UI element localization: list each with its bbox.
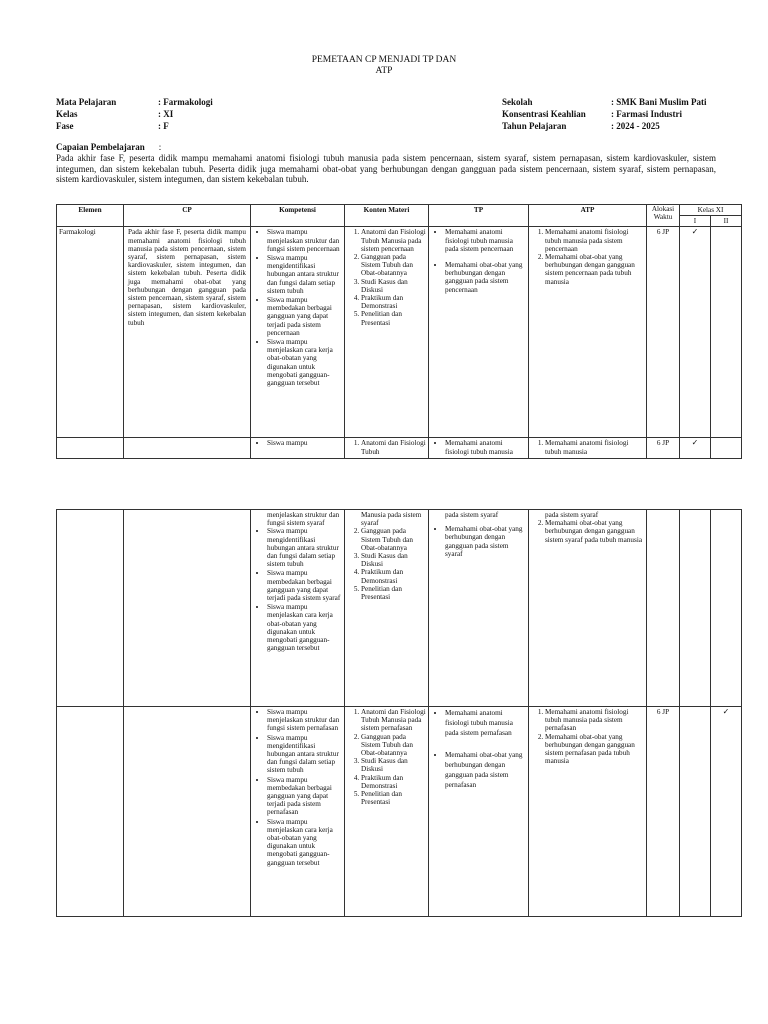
list-item: • Memahami anatomi fisiologi tubuh manusia pada sistem pernafasan <box>445 708 526 738</box>
list-item: • Siswa mampu menjelaskan struktur dan fungsi sistem pernafasan <box>267 708 342 733</box>
list-item: 2. Memahami obat-obat yang berhubungan dengan gangguan sistem pernafasan pada tubuh manusia <box>545 733 644 766</box>
table-row <box>57 510 742 707</box>
konten-cell <box>345 438 429 459</box>
alokasi-cell <box>647 510 680 707</box>
header-konten: Konten Materi <box>345 205 429 227</box>
konsentrasi-label: Konsentrasi Keahlian <box>502 109 586 119</box>
header-elemen: Elemen <box>57 205 124 227</box>
elemen-cell <box>57 707 124 917</box>
tp-cell <box>429 510 529 707</box>
atp-cell <box>529 707 647 917</box>
list-item: • Siswa mampu menjelaskan cara kerja obat-obatan yang digunakan untuk mengobati gangguan-gangguan tersebut <box>267 338 342 387</box>
kompetensi-cell <box>251 510 345 707</box>
kompetensi-cell <box>251 227 345 438</box>
list-item: • Siswa mampu mengidentifikasi hubungan antara struktur dan fungsi dalam setiap sistem tubuh <box>267 734 342 775</box>
check-kelas-i: ✓ <box>680 438 711 459</box>
list-item: 5. Penelitian dan Presentasi <box>361 790 426 806</box>
list-item: 1. Anatomi dan Fisiologi Tubuh Manusia pada sistem pernafasan <box>361 708 426 733</box>
list-item: 3. Studi Kasus dan Diskusi <box>361 757 426 773</box>
atp-cell <box>529 438 647 459</box>
list-item: pada sistem syaraf <box>445 511 499 519</box>
list-item: • Siswa mampu <box>267 439 342 447</box>
konsentrasi-value: : Farmasi Industri <box>611 109 683 119</box>
table-row <box>57 227 742 438</box>
konten-cell <box>345 227 429 438</box>
header-tp: TP <box>429 205 529 227</box>
alokasi-cell: 6 JP <box>647 438 680 459</box>
list-item: 1. Memahami anatomi fisiologi tubuh manusia pada sistem pernafasan <box>545 708 644 733</box>
mapel-label: Mata Pelajaran <box>56 97 117 107</box>
cp-cell <box>124 438 251 459</box>
list-item: 5. Penelitian dan Presentasi <box>361 310 426 326</box>
list-item: • Siswa mampu mengidentifikasi hubungan antara struktur dan fungsi dalam setiap sistem tubuh <box>267 527 342 568</box>
tp-cell <box>429 438 529 459</box>
list-item: 2. Memahami obat-obat yang berhubungan dengan gangguan sistem pencernaan pada tubuh manusia <box>545 253 644 286</box>
list-item: • Memahami anatomi fisiologi tubuh manusia <box>445 439 526 455</box>
list-item: • Siswa mampu mengidentifikasi hubungan antara struktur dan fungsi dalam setiap sistem tubuh <box>267 254 342 295</box>
capaian-colon: : <box>158 142 162 152</box>
check-kelas-i <box>680 707 711 917</box>
list-item: • Memahami obat-obat yang berhubungan dengan gangguan pada sistem pencernaan <box>445 261 526 294</box>
alokasi-cell: 6 JP <box>647 707 680 917</box>
header-kelas-ii: II <box>711 216 742 227</box>
list-item: 1. Memahami anatomi fisiologi tubuh manusia pada sistem pencernaan <box>545 228 644 253</box>
list-item: • Memahami obat-obat yang berhubungan dengan gangguan pada sistem syaraf <box>445 525 526 558</box>
list-item: • Siswa mampu menjelaskan struktur dan fungsi sistem pencernaan <box>267 228 342 253</box>
list-item: 3. Studi Kasus dan Diskusi <box>361 278 426 294</box>
cp-cell <box>124 707 251 917</box>
check-kelas-ii <box>711 510 742 707</box>
check-kelas-i <box>680 510 711 707</box>
tahun-value: : 2024 - 2025 <box>611 121 660 131</box>
cp-cell: Pada akhir fase F, peserta didik mampu memahami anatomi fisiologi tubuh manusia pada sistem pencernaan, sistem syaraf, sistem pernapasan, sistem kardiovaskuler, sistem integumen, dan sistem kekebalan tubuh. Peserta didik juga memahami obat-obat yang berhubungan dengan gangguan pada sistem pencernaan, sistem syaraf, sistem pernapasan, sistem kardiovaskuler, sistem integumen, dan sistem kekebalan tubuh <box>124 227 251 438</box>
fase-value: : F <box>158 121 169 131</box>
list-item: 4. Praktikum dan Demonstrasi <box>361 568 426 584</box>
title-line-2: ATP <box>375 66 393 76</box>
kompetensi-cell <box>251 438 345 459</box>
mapping-table-page-1 <box>56 204 742 459</box>
check-kelas-ii <box>711 227 742 438</box>
info-right <box>502 96 707 132</box>
list-item: menjelaskan struktur dan fungsi sistem syaraf <box>267 511 340 528</box>
kelas-value: : XI <box>158 109 174 119</box>
list-item: 5. Penelitian dan Presentasi <box>361 585 426 601</box>
list-item: 2. Gangguan pada Sistem Tubuh dan Obat-obatannya <box>361 253 426 278</box>
sekolah-label: Sekolah <box>502 97 533 107</box>
mapping-table-page-2 <box>56 509 742 917</box>
list-item: 1. Memahami anatomi fisiologi tubuh manusia <box>545 439 644 455</box>
alokasi-cell: 6 JP <box>647 227 680 438</box>
list-item: pada sistem syaraf <box>545 511 599 519</box>
elemen-cell <box>57 438 124 459</box>
cp-cell <box>124 510 251 707</box>
list-item: 2. Memahami obat-obat yang berhubungan dengan gangguan sistem syaraf pada tubuh manusia <box>545 519 644 544</box>
info-left <box>56 96 213 132</box>
list-item: • Siswa mampu membedakan berbagai gangguan yang dapat terjadi pada sistem syaraf <box>267 569 342 602</box>
header-atp: ATP <box>529 205 647 227</box>
header-kelas-i: I <box>680 216 711 227</box>
tp-cell <box>429 227 529 438</box>
tahun-label: Tahun Pelajaran <box>502 121 567 131</box>
title-line-1: PEMETAAN CP MENJADI TP DAN <box>311 55 457 65</box>
list-item: 1. Anatomi dan Fisiologi Tubuh <box>361 439 426 455</box>
list-item: • Siswa mampu menjelaskan cara kerja obat-obatan yang digunakan untuk mengobati gangguan-gangguan tersebut <box>267 603 342 652</box>
list-item: 4. Praktikum dan Demonstrasi <box>361 294 426 310</box>
list-item: • Siswa mampu menjelaskan cara kerja obat-obatan yang digunakan untuk mengobati gangguan-gangguan tersebut <box>267 818 342 867</box>
capaian-heading-text: Capaian Pembelajaran <box>56 142 145 152</box>
sekolah-value: : SMK Bani Muslim Pati <box>611 97 707 107</box>
document-title <box>0 55 768 77</box>
list-item: 2. Gangguan pada Sistem Tubuh dan Obat-obatannya <box>361 733 426 758</box>
table-row <box>57 438 742 459</box>
list-item: Manusia pada sistem syaraf <box>361 511 422 528</box>
header-kelas: Kelas XI <box>680 205 742 216</box>
list-item: • Siswa mampu membedakan berbagai gangguan yang dapat terjadi pada sistem pencernaan <box>267 296 342 337</box>
list-item: • Memahami obat-obat yang berhubungan dengan gangguan pada sistem pernafasan <box>445 750 526 790</box>
mapel-value: : Farmakologi <box>158 97 213 107</box>
konten-cell <box>345 510 429 707</box>
header-alokasi: Alokasi Waktu <box>647 205 680 227</box>
check-kelas-ii: ✓ <box>711 707 742 917</box>
list-item: 1. Anatomi dan Fisiologi Tubuh Manusia pada sistem pencernaan <box>361 228 426 253</box>
atp-cell <box>529 510 647 707</box>
header-kompetensi: Kompetensi <box>251 205 345 227</box>
header-cp: CP <box>124 205 251 227</box>
kelas-label: Kelas <box>56 109 78 119</box>
elemen-cell: Farmakologi <box>57 227 124 438</box>
tp-cell <box>429 707 529 917</box>
kompetensi-cell <box>251 707 345 917</box>
atp-cell <box>529 227 647 438</box>
table-row <box>57 707 742 917</box>
list-item: • Siswa mampu membedakan berbagai gangguan yang dapat terjadi pada sistem pernafasan <box>267 776 342 817</box>
capaian-text: Pada akhir fase F, peserta didik mampu memahami anatomi fisiologi tubuh manusia pada sistem pencernaan, sistem syaraf, sistem pernapasan, sistem kardiovaskuler, sistem integumen, dan sistem kekebalan tubuh. Peserta didik juga memahami obat-obat yang berhubungan dengan gangguan pada sistem pencernaan, sistem syaraf, sistem pernapasan, sistem kardiovaskuler, sistem integumen, dan sistem kekebalan tubuh. <box>56 153 716 184</box>
capaian-heading <box>56 142 161 152</box>
elemen-cell <box>57 510 124 707</box>
check-kelas-i: ✓ <box>680 227 711 438</box>
list-item: 3. Studi Kasus dan Diskusi <box>361 552 426 568</box>
list-item: • Memahami anatomi fisiologi tubuh manusia pada sistem pencernaan <box>445 228 526 253</box>
list-item: 4. Praktikum dan Demonstrasi <box>361 774 426 790</box>
list-item: 2. Gangguan pada Sistem Tubuh dan Obat-obatannya <box>361 527 426 552</box>
fase-label: Fase <box>56 121 74 131</box>
check-kelas-ii <box>711 438 742 459</box>
konten-cell <box>345 707 429 917</box>
